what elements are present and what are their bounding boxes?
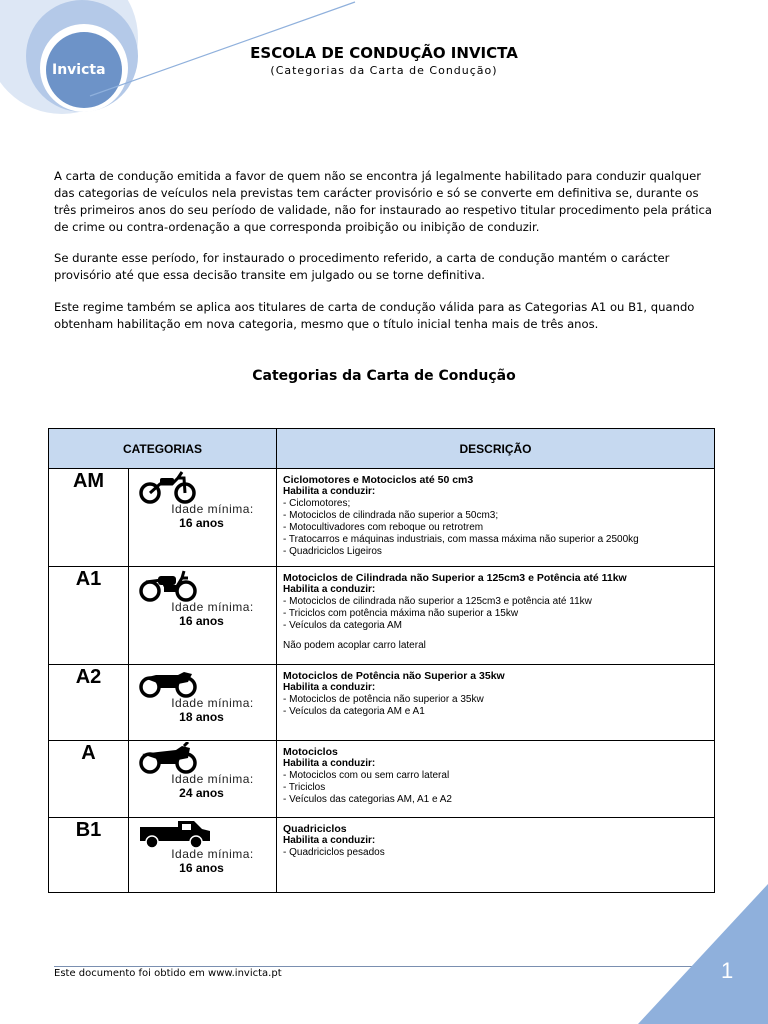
category-description <box>277 741 715 818</box>
table-header-row <box>49 429 715 469</box>
pickup-truck-icon <box>138 819 212 849</box>
description-title: Ciclomotores e Motociclos até 50 cm3 <box>283 474 474 486</box>
header-categorias: CATEGORIAS <box>49 429 277 469</box>
motorcycle-icon <box>138 742 198 774</box>
description-title: Motociclos de Cilindrada não Superior a 125cm3 e Potência até 11kw <box>283 572 627 584</box>
header-descricao: DESCRIÇÃO <box>277 429 715 469</box>
description-item: - Motociclos com ou sem carro lateral <box>283 770 450 781</box>
table-row <box>49 567 715 665</box>
description-subtitle: Habilita a conduzir: <box>283 682 376 693</box>
category-icon-cell <box>129 567 277 665</box>
footer-text: Este documento foi obtido em www.invicta.pt <box>54 968 282 979</box>
motorcycle-icon <box>138 568 198 602</box>
moped-icon <box>138 470 198 504</box>
category-code: AM <box>49 469 129 567</box>
description-subtitle: Habilita a conduzir: <box>283 758 376 769</box>
minimum-age: 16 anos <box>179 861 224 875</box>
minimum-age: 18 anos <box>179 710 224 724</box>
description-item: - Motocultivadores com reboque ou retrotrem <box>283 522 484 533</box>
page-number: 1 <box>721 958 734 983</box>
description-item: - Motociclos de cilindrada não superior a 125cm3 e potência até 11kw <box>283 596 592 607</box>
minimum-age: 24 anos <box>179 786 224 800</box>
description-subtitle: Habilita a conduzir: <box>283 835 376 846</box>
age-label: Idade mínima: <box>171 772 254 786</box>
section-title: Categorias da Carta de Condução <box>252 368 516 384</box>
description-title: Motociclos <box>283 746 338 758</box>
category-code: B1 <box>49 818 129 893</box>
table-row <box>49 665 715 741</box>
intro-paragraph-3: Este regime também se aplica aos titulares de carta de condução válida para as Categorias A1 ou B1, quando obtenham habilitação em nova categoria, mesmo que o título inicial tenha mais de três anos. <box>54 300 695 331</box>
category-code: A1 <box>49 567 129 665</box>
description-subtitle: Habilita a conduzir: <box>283 584 376 595</box>
category-icon-cell <box>129 469 277 567</box>
description-item: - Triciclos com potência máxima não superior a 15kw <box>283 608 519 619</box>
age-label: Idade mínima: <box>171 600 254 614</box>
description-item: - Motociclos de potência não superior a 35kw <box>283 694 484 705</box>
description-item: - Motociclos de cilindrada não superior a 50cm3; <box>283 510 499 521</box>
age-label: Idade mínima: <box>171 847 254 861</box>
description-item: - Veículos da categoria AM e A1 <box>283 706 425 717</box>
category-description <box>277 567 715 665</box>
description-title: Motociclos de Potência não Superior a 35kw <box>283 670 505 682</box>
logo-text: Invicta <box>52 62 106 78</box>
category-icon-cell <box>129 665 277 741</box>
category-description <box>277 469 715 567</box>
description-item: - Quadriciclos Ligeiros <box>283 546 382 557</box>
category-description <box>277 665 715 741</box>
description-item: - Triciclos <box>283 782 326 793</box>
description-item: - Tratocarros e máquinas industriais, com massa máxima não superior a 2500kg <box>283 534 639 545</box>
category-description <box>277 818 715 893</box>
description-item: - Veículos das categorias AM, A1 e A2 <box>283 794 452 805</box>
description-item: - Veículos da categoria AM <box>283 620 402 631</box>
age-label: Idade mínima: <box>171 696 254 710</box>
intro-paragraph-2: Se durante esse período, for instaurado o procedimento referido, a carta de condução mantém o carácter provisório até que essa decisão transite em julgado ou se torne definitiva. <box>54 251 670 282</box>
category-icon-cell <box>129 741 277 818</box>
category-icon-cell <box>129 818 277 893</box>
minimum-age: 16 anos <box>179 516 224 530</box>
footer-divider <box>54 966 694 967</box>
table-row <box>49 469 715 567</box>
description-note: Não podem acoplar carro lateral <box>283 640 426 651</box>
category-code: A2 <box>49 665 129 741</box>
minimum-age: 16 anos <box>179 614 224 628</box>
description-item: - Ciclomotores; <box>283 498 351 509</box>
table-row <box>49 818 715 893</box>
description-subtitle: Habilita a conduzir: <box>283 486 376 497</box>
document-title: ESCOLA DE CONDUÇÃO INVICTA <box>250 44 518 62</box>
table-row <box>49 741 715 818</box>
document-subtitle: (Categorias da Carta de Condução) <box>270 64 498 77</box>
motorcycle-icon <box>138 666 198 698</box>
categories-table <box>48 428 715 893</box>
description-item: - Quadriciclos pesados <box>283 847 385 858</box>
corner-decoration <box>638 884 768 1024</box>
age-label: Idade mínima: <box>171 502 254 516</box>
description-title: Quadriciclos <box>283 823 347 835</box>
category-code: A <box>49 741 129 818</box>
intro-paragraph-1: A carta de condução emitida a favor de quem não se encontra já legalmente habilitado para conduzir qualquer das categorias de veículos nela previstas tem carácter provisório e só se converte em definitiva se, durante os três primeiros anos do seu período de validade, não for instaurado ao respetivo titular procedimento pela prática de crime ou contra-ordenação a que corresponda proibição ou inibição de conduzir. <box>54 169 712 234</box>
